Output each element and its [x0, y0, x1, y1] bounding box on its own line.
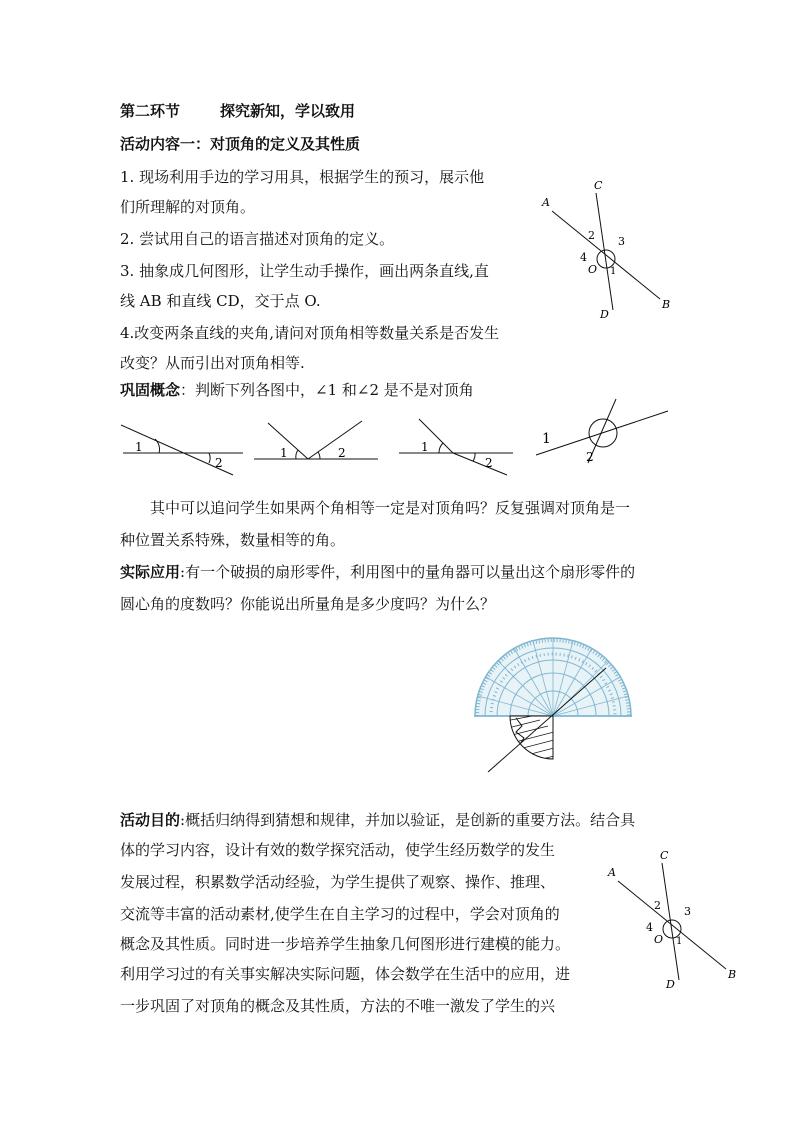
vertical-angle-diagram-2	[596, 845, 746, 995]
purpose-line-2: 体的学习内容，设计有效的数学探究活动，使学生经历数学的发生	[120, 841, 556, 859]
activity-step-4a: 4.改变两条直线的夹角,请问对顶角相等数量关系是否发生	[120, 324, 500, 342]
application-line-1	[120, 562, 635, 582]
purpose-colon: :	[180, 811, 186, 829]
application-label: 实际应用	[120, 563, 181, 581]
activity-heading: 活动内容一：对顶角的定义及其性质	[120, 135, 361, 153]
activity-step-4b: 改变？从而引出对顶角相等.	[120, 354, 305, 372]
fig3-label-2: 2	[485, 456, 493, 470]
consolidate-text: 判断下列各图中，∠1 和∠2 是不是对顶角	[195, 381, 474, 399]
section-title	[120, 101, 355, 121]
consolidate-line	[120, 380, 474, 400]
section-title-label: 第二环节	[120, 102, 181, 120]
protractor	[474, 638, 632, 716]
label-2: 2	[588, 229, 595, 242]
protractor-figure	[470, 632, 640, 780]
fig3-label-1: 1	[421, 440, 429, 454]
activity-step-3a: 3. 抽象成几何图形，让学生动手操作，画出两条直线,直	[120, 262, 489, 280]
label-D: D	[600, 308, 609, 321]
fig4-label-2: 2	[586, 450, 594, 464]
activity-step-1b: 们所理解的对顶角。	[120, 198, 256, 216]
consolidate-colon: ：	[180, 381, 196, 399]
followup-line-1: 其中可以追问学生如果两个角相等一定是对顶角吗？反复强调对顶角是一	[150, 499, 631, 517]
label-1-2: 1	[676, 936, 683, 947]
angle-figure-1	[115, 415, 255, 480]
activity-step-1a: 1. 现场利用手边的学习用具，根据学生的预习，展示他	[120, 168, 485, 186]
purpose-text-1: 概括归纳得到猜想和规律，并加以验证，是创新的重要方法。结合具	[185, 811, 636, 829]
line-ab-2	[618, 881, 726, 969]
label-D-2: D	[666, 978, 675, 991]
fig2-label-1: 1	[280, 446, 288, 460]
label-1: 1	[610, 266, 617, 277]
purpose-line-1	[120, 810, 635, 830]
purpose-label: 活动目的	[120, 811, 181, 829]
activity-step-2: 2. 尝试用自己的语言描述对顶角的定义。	[120, 230, 395, 248]
fig2-label-2: 2	[338, 446, 346, 460]
fig4-label-1: 1	[542, 431, 551, 447]
label-3: 3	[618, 235, 625, 248]
fig1-label-2: 2	[215, 456, 223, 470]
label-A-2: A	[608, 866, 616, 879]
angle-figure-3	[395, 415, 520, 480]
application-text-1: 有一个破损的扇形零件，利用图中的量角器可以量出这个扇形零件的	[185, 563, 636, 581]
purpose-line-3: 发展过程，积累数学活动经验，为学生提供了观察、操作、推理、	[120, 873, 556, 891]
label-C: C	[594, 179, 603, 192]
application-line-2: 圆心角的度数吗？你能说出所量角是多少度吗？为什么？	[120, 595, 496, 613]
purpose-line-7: 一步巩固了对顶角的概念及其性质，方法的不唯一激发了学生的兴	[120, 997, 556, 1015]
label-O-2: O	[654, 933, 664, 946]
label-4: 4	[580, 251, 587, 264]
activity-step-3b: 线 AB 和直线 CD，交于点 O.	[120, 292, 321, 310]
purpose-line-4: 交流等丰富的活动素材,使学生在自主学习的过程中，学会对顶角的	[120, 905, 560, 923]
vertical-angle-diagram	[530, 175, 680, 325]
purpose-line-5: 概念及其性质。同时进一步培养学生抽象几何图形进行建模的能力。	[120, 935, 571, 953]
angle-figure-4	[530, 395, 680, 470]
section-subtitle: 探究新知，学以致用	[220, 102, 356, 120]
label-B: B	[662, 298, 671, 311]
line-ab	[552, 211, 660, 299]
angle-figure-2	[250, 415, 385, 480]
label-3-2: 3	[684, 905, 691, 918]
application-colon: :	[180, 563, 186, 581]
label-O: O	[588, 263, 598, 276]
label-4-2: 4	[646, 921, 653, 934]
followup-line-2: 种位置关系特殊，数量相等的角。	[120, 531, 346, 549]
label-A: A	[542, 196, 550, 209]
label-C-2: C	[660, 849, 669, 862]
broken-sector-part	[500, 716, 554, 770]
consolidate-label: 巩固概念	[120, 381, 181, 399]
label-B-2: B	[728, 968, 737, 981]
purpose-line-6: 利用学习过的有关事实解决实际问题，体会数学在生活中的应用，进	[120, 965, 571, 983]
fig1-label-1: 1	[135, 440, 143, 454]
label-2-2: 2	[654, 899, 661, 912]
